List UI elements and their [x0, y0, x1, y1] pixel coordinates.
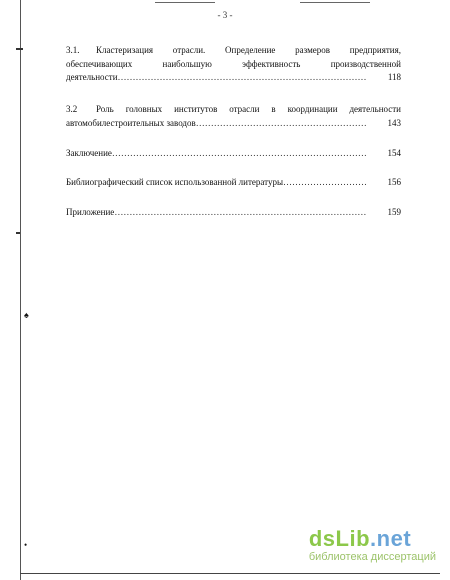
scan-artifact-line: [300, 2, 370, 3]
toc-entry: [66, 147, 401, 161]
toc-entry: [66, 206, 401, 220]
toc-entry-title: Роль головных институтов отрасли в координации деятельности: [96, 104, 401, 114]
toc-entry-dots-line: [66, 176, 401, 190]
toc-entry-title-cont: автомобилестроительных заводов: [66, 117, 196, 128]
toc-entry-page: 159: [387, 207, 401, 217]
toc-entry-number: 3.2: [66, 104, 78, 114]
logo-main-text: dsLib: [308, 526, 371, 551]
margin-mark: [16, 48, 23, 50]
toc-entry-title: Кластеризация отрасли. Определение размеров предприятия,: [96, 45, 401, 55]
scan-artifact-line: [155, 2, 215, 3]
dslib-watermark: [309, 528, 436, 564]
leader-dots: [283, 176, 367, 190]
toc-entry-dots-line: [66, 147, 401, 161]
watermark-subtitle: библиотека диссертаций: [308, 551, 436, 563]
toc-entry-page: 154: [387, 148, 401, 158]
toc-entry: [66, 103, 401, 130]
page-number: - 3 -: [217, 10, 233, 20]
toc-entry-title: Приложение: [66, 207, 115, 217]
toc-entry-line: [66, 44, 401, 58]
toc-entry-title-cont: деятельности: [66, 72, 118, 82]
leader-dots: [112, 147, 367, 161]
toc-entry-page: 118: [387, 72, 401, 82]
toc-entry-page: 143: [387, 117, 401, 128]
toc-entry-dots-line: [66, 71, 401, 85]
toc-entry: [66, 176, 401, 190]
toc-entry-page: 156: [387, 177, 401, 187]
toc-entry-number: 3.1.: [66, 45, 80, 55]
toc-entry-title: Заключение: [66, 148, 112, 158]
toc-entry-dots-line: [66, 206, 401, 220]
leader-dots: [118, 71, 367, 85]
left-margin-line: [20, 0, 21, 580]
margin-mark: [16, 232, 20, 234]
toc-entry: [66, 44, 401, 85]
logo-tld-text: .net: [370, 526, 412, 551]
toc-entry-title: Библиографический список использованной литературы: [66, 177, 284, 187]
bottom-margin-line: [20, 573, 440, 574]
toc-entry-title-cont: обеспечивающих наибольшую эффективность производственной: [66, 58, 401, 69]
leader-dots: [114, 206, 367, 220]
toc-entry-dots-line: [66, 117, 401, 131]
toc-entry-line: [66, 103, 401, 117]
dslib-logo: [309, 528, 436, 550]
margin-bullet: ♠: [24, 310, 29, 320]
margin-bullet: •: [24, 540, 28, 550]
leader-dots: [196, 117, 367, 131]
